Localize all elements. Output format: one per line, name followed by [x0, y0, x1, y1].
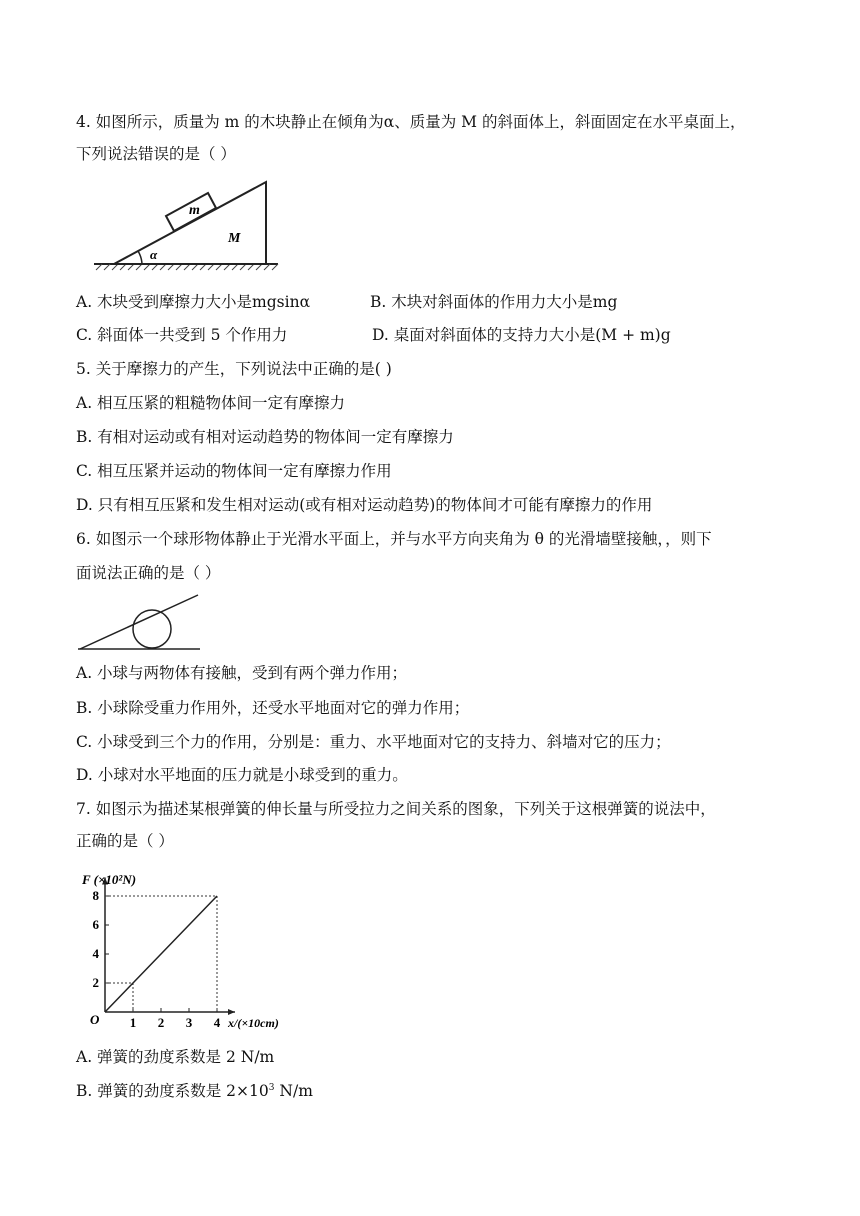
- q7-option-b: [76, 1081, 313, 1101]
- q7-stem-line1: 7. 如图示为描述某根弹簧的伸长量与所受拉力之间关系的图象，下列关于这根弹簧的说法中，: [76, 800, 716, 818]
- q6-ball-figure: [74, 590, 204, 656]
- chart-y-tick-label: 2: [92, 975, 99, 990]
- q7-option-a: A. 弹簧的劲度系数是 2 N/m: [76, 1048, 275, 1066]
- block-label: m: [189, 203, 200, 218]
- chart-x-tick-label: 3: [185, 1015, 193, 1030]
- q6-option-c: C. 小球受到三个力的作用，分别是：重力、水平地面对它的支持力、斜墙对它的压力；: [76, 733, 671, 751]
- q4-option-d: D. 桌面对斜面体的支持力大小是(M + m)g: [372, 326, 671, 344]
- q7-stem-line2: 正确的是（ ）: [76, 832, 174, 850]
- q4-option-c: C. 斜面体一共受到 5 个作用力: [76, 326, 288, 344]
- chart-x-tick-label: 1: [129, 1015, 137, 1030]
- q4-incline-figure: [90, 176, 282, 272]
- q6-stem-line2: 面说法正确的是（ ）: [76, 564, 221, 582]
- angle-arc: [138, 251, 142, 264]
- q4-option-a: A. 木块受到摩擦力大小是mgsinα: [76, 293, 311, 311]
- q6-option-b: B. 小球除受重力作用外，还受水平地面对它的弹力作用；: [76, 699, 470, 717]
- q7-spring-chart: [78, 864, 308, 1032]
- q6-option-d: D. 小球对水平地面的压力就是小球受到的重力。: [76, 766, 408, 784]
- q4-stem-line1: 4. 如图所示，质量为 m 的木块静止在倾角为α、质量为 M 的斜面体上，斜面固定在水平桌面上，: [76, 113, 746, 131]
- q5-stem: 5. 关于摩擦力的产生，下列说法中正确的是( ): [76, 360, 392, 378]
- chart-x-tick-label: 2: [157, 1015, 165, 1030]
- q4-option-b: B. 木块对斜面体的作用力大小是mg: [370, 293, 618, 311]
- q5-option-b: B. 有相对运动或有相对运动趋势的物体间一定有摩擦力: [76, 428, 454, 446]
- chart-origin-label: O: [90, 1012, 100, 1027]
- wedge-label: M: [228, 231, 241, 246]
- chart-x-arrow: [228, 1009, 235, 1015]
- chart-series-line: [105, 896, 217, 1012]
- chart-series: [105, 896, 217, 1012]
- q6-stem-line1: 6. 如图示一个球形物体静止于光滑水平面上，并与水平方向夹角为 θ 的光滑墙壁接触，，则下: [76, 530, 712, 548]
- q4-stem-line2: 下列说法错误的是（ ）: [76, 145, 236, 163]
- chart-x-axis-label: x/(×10cm): [228, 1016, 279, 1030]
- q7-option-b-exponent: 3: [268, 1082, 275, 1093]
- inclined-wall: [80, 595, 198, 649]
- chart-x-tick-label: 4: [213, 1015, 221, 1030]
- chart-y-tick-label: 4: [92, 946, 99, 961]
- q6-option-a: A. 小球与两物体有接触，受到有两个弹力作用；: [76, 664, 408, 682]
- q5-option-d: D. 只有相互压紧和发生相对运动(或有相对运动趋势)的物体间才可能有摩擦力的作用: [76, 496, 653, 514]
- q7-option-b-unit: N/m: [274, 1082, 313, 1100]
- chart-y-tick-label: 6: [92, 917, 99, 932]
- chart-y-axis-label: F (×10²N): [82, 872, 137, 887]
- q5-option-c: C. 相互压紧并运动的物体间一定有摩擦力作用: [76, 462, 392, 480]
- chart-y-tick-label: 8: [92, 888, 99, 903]
- q7-option-b-text: B. 弹簧的劲度系数是 2×10: [76, 1082, 269, 1100]
- q5-option-a: A. 相互压紧的粗糙物体间一定有摩擦力: [76, 394, 346, 412]
- angle-label: α: [150, 247, 158, 262]
